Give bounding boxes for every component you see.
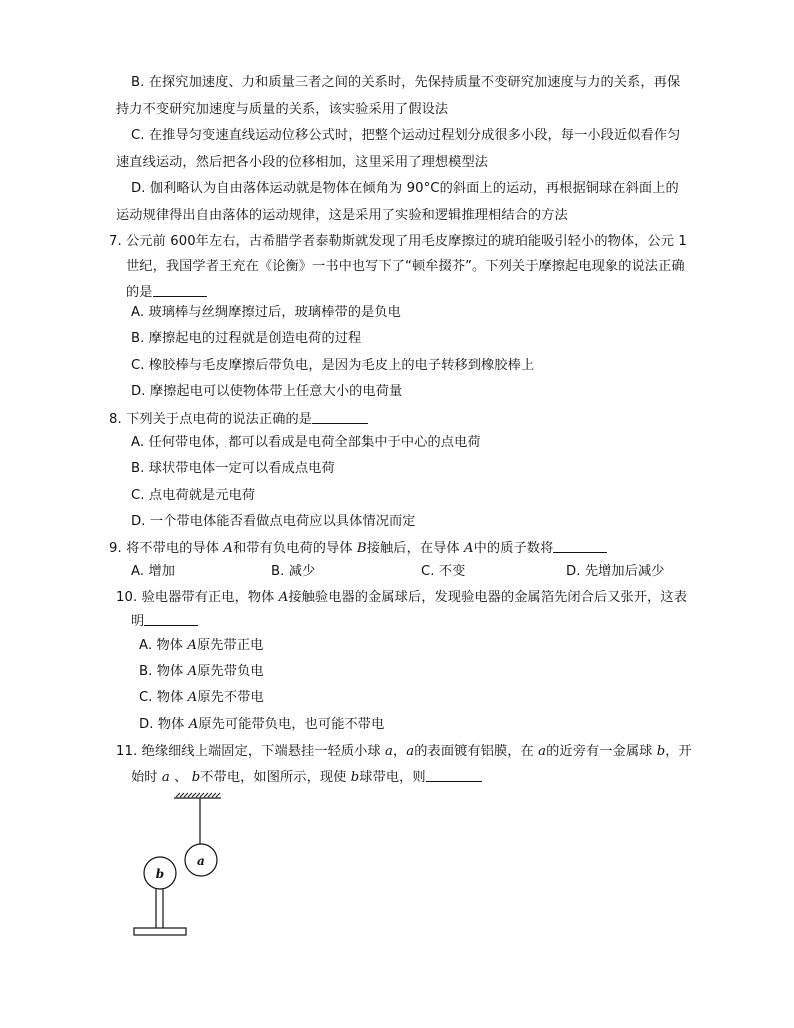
q11-variable: b: [350, 770, 360, 785]
q7-stem-line2: 世纪，我国学者王充在《论衡》一书中也写下了“顿牟掇芥”。下列关于摩擦起电现象的说法正确: [126, 259, 685, 274]
ball-b-label: b: [155, 867, 165, 881]
q7-option-a: A. 玻璃棒与丝绸摩擦过后，玻璃棒带的是负电: [131, 305, 401, 320]
q11-stem-part: 、: [169, 770, 192, 785]
q7-option-b: B. 摩擦起电的过程就是创造电荷的过程: [131, 331, 362, 346]
q11-variable: a: [406, 744, 415, 759]
q11-variable: a: [538, 744, 547, 759]
q9-option-b: B. 减少: [271, 564, 316, 579]
q6-option-c-line1: C. 在推导匀变速直线运动位移公式时，把整个运动过程划分成很多小段，每一小段近似看作匀: [131, 128, 681, 143]
q10-option-part: 原先不带电: [197, 690, 264, 705]
q9-stem-part: 接触后，在导体: [366, 541, 465, 556]
q7-stem-text: 的是: [126, 285, 153, 300]
q11-variable: a: [161, 770, 170, 785]
q11-stem-part: 的近旁有一金属球: [546, 744, 657, 759]
q6-option-b-line1: B. 在探究加速度、力和质量三者之间的关系时，先保持质量不变研究加速度与力的关系，再保: [131, 75, 681, 90]
q9-stem-part: 和带有负电荷的导体: [233, 541, 357, 556]
ceiling-support: [174, 793, 221, 798]
q11-stem-part: 的表面镀有铝膜，在: [414, 744, 539, 759]
q10-option-part: 原先可能带负电，也可能不带电: [198, 717, 385, 732]
q11-stem-part: 始时: [131, 770, 162, 785]
q8-option-d: D. 一个带电体能否看做点电荷应以具体情况而定: [131, 514, 416, 529]
ball-a-label: a: [197, 854, 205, 868]
q9-variable: A: [223, 541, 234, 556]
q10-variable: A: [188, 717, 199, 732]
q8-stem-text: 8. 下列关于点电荷的说法正确的是: [109, 412, 313, 427]
q10-option-part: 原先带正电: [196, 638, 264, 653]
q9-variable: B: [356, 541, 367, 556]
q9-stem-part: 9. 将不带电的导体: [109, 541, 224, 556]
q11-variable: a: [385, 744, 393, 759]
q10-stem-part: 明: [131, 614, 145, 629]
q9-option-a: A. 增加: [131, 564, 176, 579]
q10-option-part: B. 物体: [139, 664, 188, 679]
q9-variable: A: [464, 541, 474, 556]
q9-option-d: D. 先增加后减少: [566, 564, 665, 579]
q11-stem-part: ，开: [665, 744, 692, 759]
q6-option-d-line2: 运动规律得出自由落体的运动规律，这是采用了实验和逻辑推理相结合的方法: [116, 208, 568, 223]
q10-variable: A: [278, 590, 289, 605]
q10-option-part: D. 物体: [139, 717, 189, 732]
q6-option-b-line2: 持力不变研究加速度与质量的关系，该实验采用了假设法: [116, 102, 449, 117]
q10-option-part: 原先带负电: [197, 664, 264, 679]
q11-stem-part: 球带电，则: [359, 770, 426, 785]
q7-option-c: C. 橡胶棒与毛皮摩擦后带负电，是因为毛皮上的电子转移到橡胶棒上: [131, 358, 535, 373]
q8-option-a: A. 任何带电体，都可以看成是电荷全部集中于中心的点电荷: [131, 435, 481, 450]
q8-option-b: B. 球状带电体一定可以看成点电荷: [131, 461, 335, 476]
q6-option-c-line2: 速直线运动，然后把各小段的位移相加，这里采用了理想模型法: [116, 155, 489, 170]
q11-variable: b: [191, 770, 201, 785]
insulating-stand: [134, 889, 186, 935]
q10-option-part: A. 物体: [139, 638, 188, 653]
q10-variable: A: [187, 638, 197, 653]
q10-stem-part: 接触验电器的金属球后，发现验电器的金属箔先闭合后又张开，这表: [288, 590, 687, 605]
q10-variable: A: [187, 664, 198, 679]
q6-option-d-line1: D. 伽利略认为自由落体运动就是物体在倾角为 90°C的斜面上的运动，再根据铜球在斜面上的: [131, 181, 679, 196]
q10-option-part: C. 物体: [139, 690, 188, 705]
q11-stem-part: 不带电，如图所示，现使: [200, 770, 351, 785]
q7-option-d: D. 摩擦起电可以使物体带上任意大小的电荷量: [131, 384, 403, 399]
q10-stem-part: 10. 验电器带有正电，物体: [116, 590, 279, 605]
q8-option-c: C. 点电荷就是元电荷: [131, 488, 256, 503]
q11-stem-part: ，: [393, 744, 407, 759]
q11-stem-part: 11. 绝缘细线上端固定，下端悬挂一轻质小球: [116, 744, 386, 759]
q9-option-c: C. 不变: [421, 564, 466, 579]
q11-variable: b: [656, 744, 666, 759]
q10-variable: A: [187, 690, 198, 705]
q9-stem-part: 中的质子数将: [473, 541, 554, 556]
q7-stem-line1: 7. 公元前 600年左右，古希腊学者泰勒斯就发现了用毛皮摩擦过的琥珀能吸引轻小的物体，公元 1: [109, 234, 687, 249]
